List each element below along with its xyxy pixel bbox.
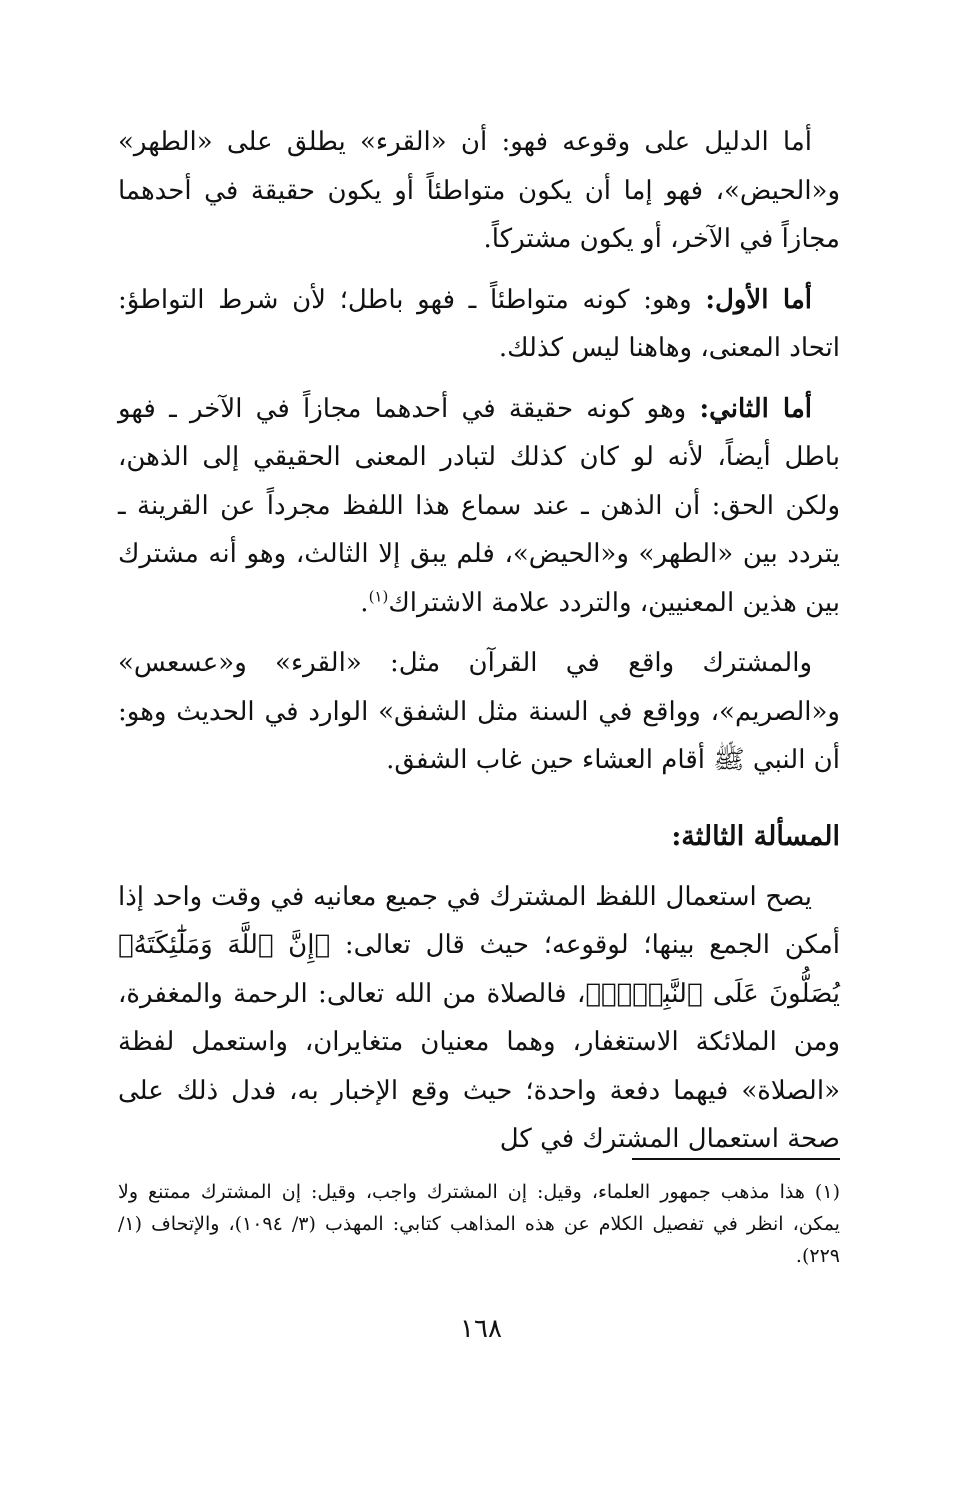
paragraph-text: أما الدليل على وقوعه فهو: أن «القرء» يطلق على «الطهر» و«الحيض»، فهو إما أن يكون متواطئاً أو يكون حقيقة في أحدهما مجازاً في الآخر، أو يكون مشتركاً. [118,127,840,254]
paragraph-text: يصح استعمال اللفظ المشترك في جميع معانيه في وقت واحد إذا أمكن الجمع بينها؛ لوقوعه؛ حيث قال تعالى: ﴿إِنَّ ٱللَّهَ وَمَلَٰٓئِكَتَهُۥ يُصَلُّونَ عَلَى ٱلنَّبِيِّۚ﴾، فالصلاة من الله تعالى: الرحمة والمغفرة، ومن الملائكة الاستغفار، وهما معنيان متغايران، واستعمل لفظة «الصلاة» فيهما دفعة واحدة؛ حيث وقع الإخبار به، فدل ذلك على صحة استعمال المشترك في كل [118,881,840,1154]
paragraph-text: والمشترك واقع في القرآن مثل: «القرء» و«عسعس» و«الصريم»، وواقع في السنة مثل الشفق» الوارد في الحديث وهو: أن النبي ﷺ أقام العشاء حين غاب الشفق. [118,648,840,775]
paragraph-second-option [118,385,840,628]
paragraph-lead: أما الثاني: [699,393,812,424]
page-body [118,118,840,1176]
footnotes [118,1176,840,1272]
paragraph-text: وهو كونه حقيقة في أحدهما مجازاً في الآخر ـ فهو باطل أيضاً، لأنه لو كان كذلك لتبادر المعنى الحقيقي إلى الذهن، ولكن الحق: أن الذهن ـ عند سماع هذا اللفظ مجرداً عن القرينة ـ يتردد بين «الطهر» و«الحيض»، فلم يبق إلا الثالث، وهو أنه مشترك بين هذين المعنيين، والتردد علامة الاشتراك [118,393,840,618]
page-number: ١٦٨ [460,1314,502,1344]
paragraph-evidence [118,118,840,264]
footnote-reference[interactable]: (١) [368,586,389,605]
paragraph-first-option [118,276,840,373]
paragraph-examples [118,639,840,785]
footnote-item: (١) هذا مذهب جمهور العلماء، وقيل: إن المشترك واجب، وقيل: إن المشترك ممتنع ولا يمكن، انظر في تفصيل الكلام عن هذه المذاهب كتابي: المهذب (٣/ ١٠٩٤)، والإتحاف (١/ ٢٢٩). [118,1181,840,1267]
paragraph-lead: أما الأول: [705,284,812,315]
section-heading: المسألة الثالثة: [671,820,840,852]
footnote-divider [632,1158,840,1160]
paragraph-text: وهو: كونه متواطئاً ـ فهو باطل؛ لأن شرط التواطؤ: اتحاد المعنى، وهاهنا ليس كذلك. [118,284,840,363]
paragraph-tail: . [360,587,369,618]
paragraph-usage [118,873,840,1164]
